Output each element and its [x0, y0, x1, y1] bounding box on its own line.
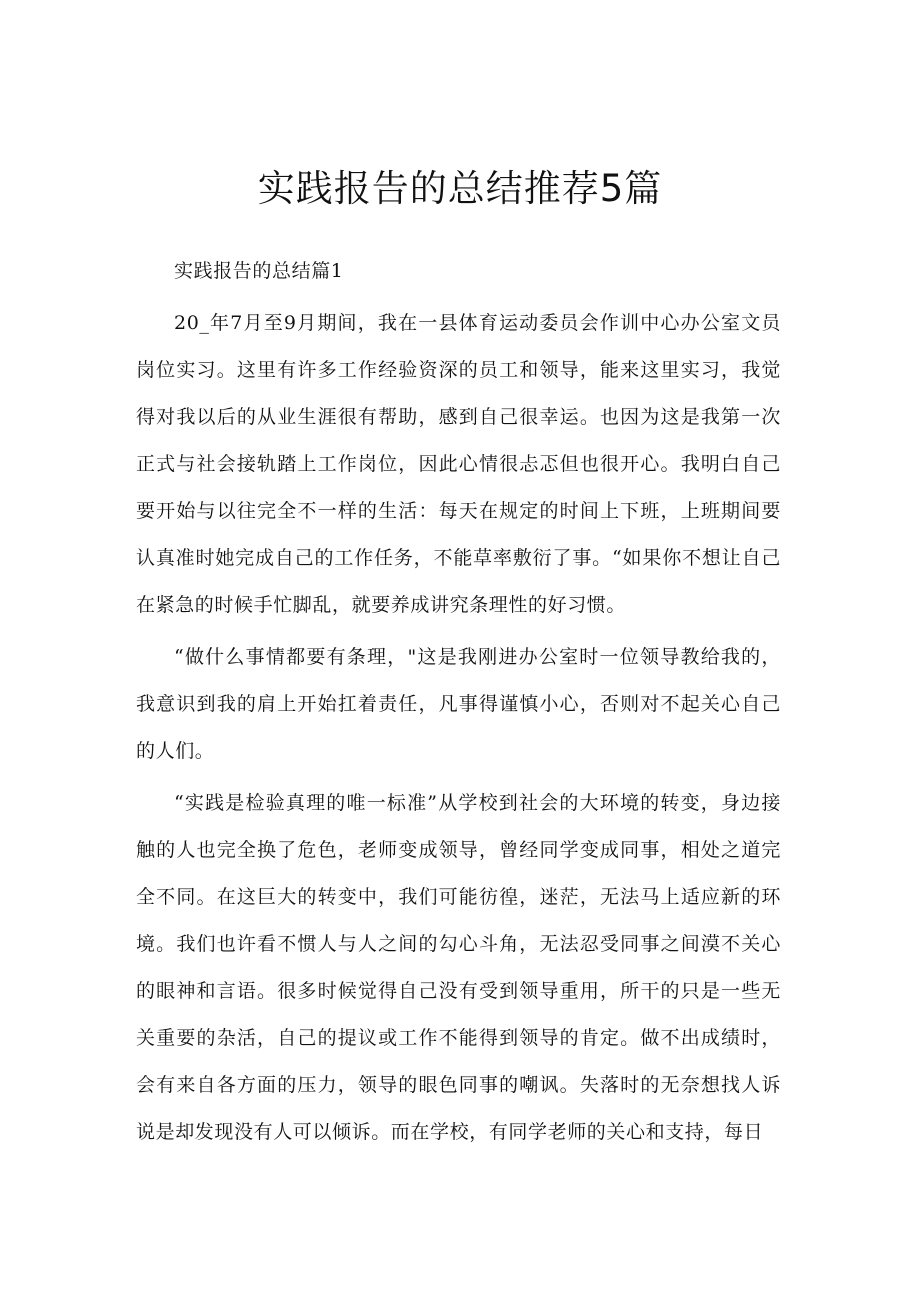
paragraph-2: “做什么事情都要有条理，"这是我刚进办公室时一位领导教给我的，我意识到我的肩上开始扛着责任，凡事得谨慎小心，否则对不起关心自己的人们。 — [136, 646, 781, 762]
paragraph-3: “实践是检验真理的唯一标准”从学校到社会的大环境的转变，身边接触的人也完全换了危色，老师变成领导，曾经同学变成同事，相处之道完全不同。在这巨大的转变中，我们可能彷徨，迷茫，无法马上适应新的环境。我们也许看不惯人与人之间的勾心斗角，无法忍受同事之间漠不关心的眼神和言语。很多时候觉得自己没有受到领导重用，所干的只是一些无关重要的杂活，自己的提议或工作不能得到领导的肯定。做不出成绩时，会有来自各方面的压力，领导的眼色同事的嘲讽。失落时的无奈想找人诉说是却发现没有人可以倾诉。而在学校，有同学老师的关心和支持，每日 — [136, 792, 781, 1143]
section-heading: 实践报告的总结篇1 — [174, 260, 344, 282]
document-title: 实践报告的总结推荐5篇 — [257, 167, 663, 210]
document-body — [136, 248, 781, 1156]
paragraph-1: 20_年7月至9月期间，我在一县体育运动委员会作训中心办公室文员岗位实习。这里有许多工作经验资深的员工和领导，能来这里实习，我觉得对我以后的从业生涯很有帮助，感到自己很幸运。也因为这是我第一次正式与社会接轨踏上工作岗位，因此心情很忐忑但也很开心。我明白自己要开始与以往完全不一样的生活：每天在规定的时间上下班，上班期间要认真准时她完成自己的工作任务，不能草率敷衍了事。“如果你不想让自己在紧急的时候手忙脚乱，就要养成讲究条理性的好习惯。 — [136, 312, 781, 616]
